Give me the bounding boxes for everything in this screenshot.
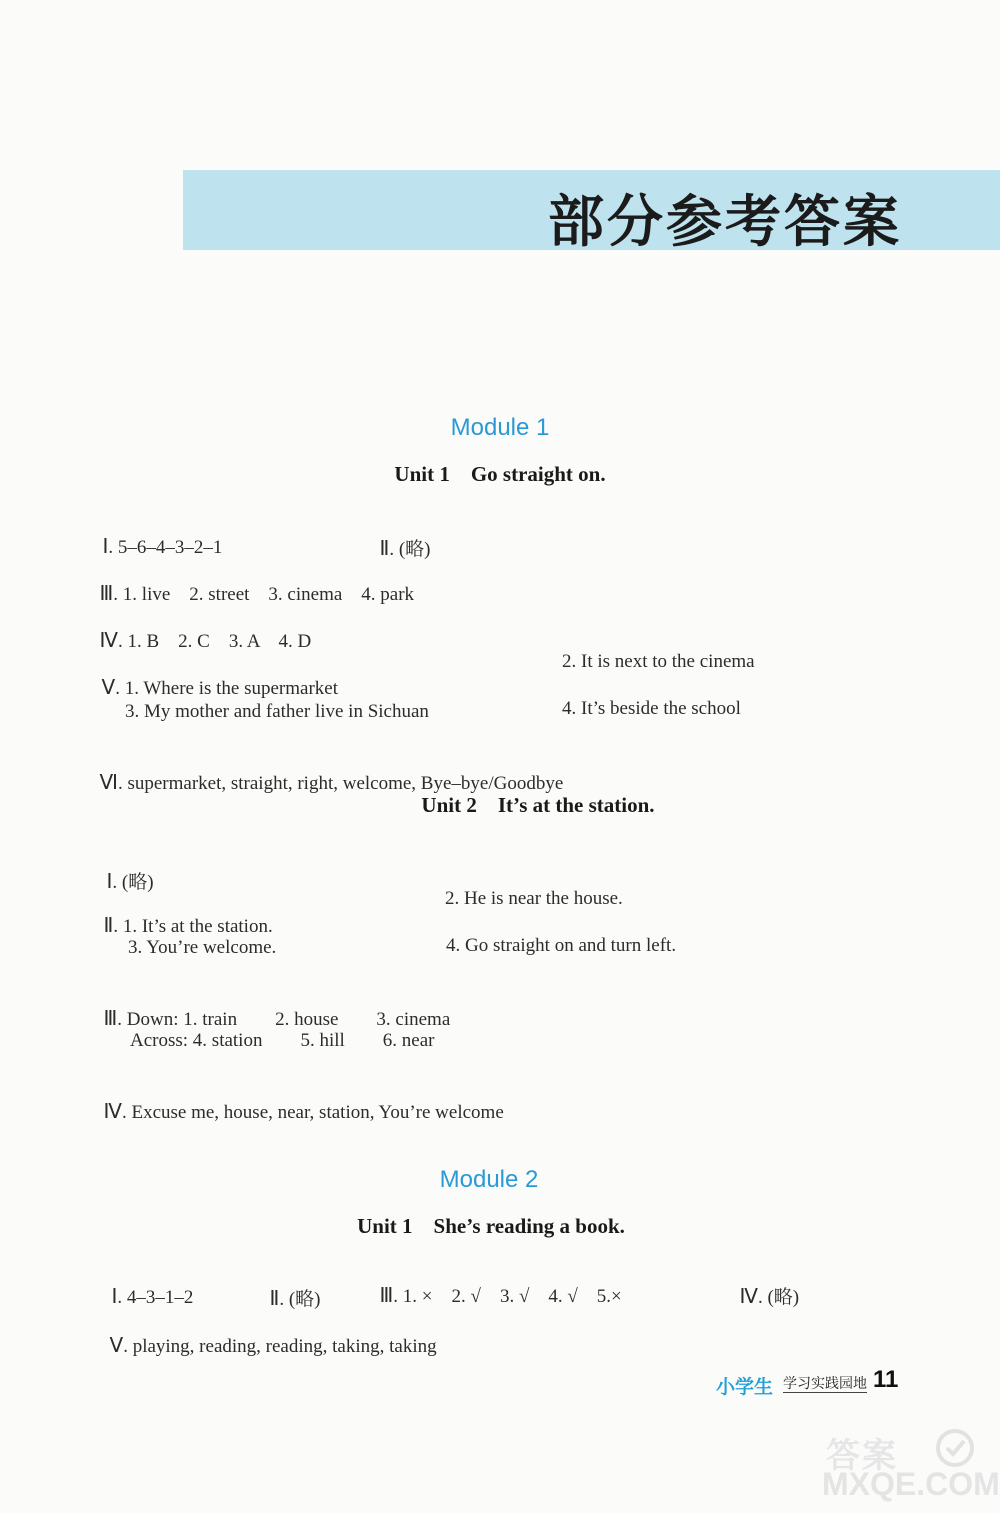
section-numeral: Ⅳ bbox=[99, 628, 118, 652]
answer-text: 2. It is next to the cinema bbox=[562, 651, 755, 672]
answer-line bbox=[97, 845, 154, 894]
answer-line bbox=[730, 1260, 799, 1309]
answer-text: 2. He is near the house. bbox=[445, 888, 623, 909]
answer-text: 4. It’s beside the school bbox=[562, 698, 741, 719]
answer-text: . 5–6–4–3–2–1 bbox=[108, 537, 223, 558]
answer-line bbox=[102, 1262, 193, 1309]
section-numeral: Ⅰ bbox=[106, 869, 113, 893]
answer-line bbox=[94, 891, 273, 938]
answer-text: . 1. × 2. √ 3. √ 4. √ 5.× bbox=[393, 1286, 622, 1307]
answer-text: . playing, reading, reading, taking, taking bbox=[123, 1336, 437, 1357]
answer-line bbox=[90, 606, 311, 653]
module-2-heading: Module 2 bbox=[439, 1166, 539, 1193]
section-numeral: Ⅱ bbox=[269, 1286, 280, 1310]
section-numeral: Ⅵ bbox=[99, 770, 118, 794]
section-numeral: Ⅰ bbox=[111, 1284, 118, 1308]
answer-text: . (略) bbox=[112, 872, 154, 893]
module-2-unit-1-heading: Unit 1 She’s reading a book. bbox=[357, 1214, 625, 1238]
answer-text: . Down: 1. train 2. house 3. cinema bbox=[117, 1009, 451, 1030]
footer-subtitle: 学习实践园地 bbox=[783, 1376, 867, 1392]
section-numeral: Ⅱ bbox=[103, 913, 114, 937]
answer-line bbox=[94, 984, 450, 1031]
answer-line bbox=[260, 1262, 321, 1311]
watermark-logo-icon bbox=[935, 1428, 975, 1468]
answer-line bbox=[370, 512, 431, 561]
page-number: 11 bbox=[873, 1366, 899, 1393]
answer-text: . supermarket, straight, right, welcome, Bye–bye/Goodbye bbox=[117, 773, 564, 794]
answer-text: . (略) bbox=[279, 1289, 321, 1310]
section-numeral: Ⅱ bbox=[379, 536, 390, 560]
answer-line bbox=[100, 1311, 437, 1358]
answer-text: 3. My mother and father live in Sichuan bbox=[125, 701, 429, 722]
answer-line bbox=[94, 1077, 504, 1124]
module-1-unit-1-heading: Unit 1 Go straight on. bbox=[394, 462, 606, 486]
module-1-heading: Module 1 bbox=[450, 414, 550, 441]
section-numeral: Ⅳ bbox=[103, 1099, 122, 1123]
answer-text: . 1. It’s at the station. bbox=[113, 916, 273, 937]
section-numeral: Ⅳ bbox=[739, 1284, 758, 1308]
section-numeral: Ⅲ bbox=[103, 1006, 118, 1030]
watermark-url: MXQE.COM bbox=[822, 1466, 1000, 1502]
answer-text: . (略) bbox=[389, 539, 431, 560]
footer-brand: 小学生 bbox=[716, 1376, 774, 1398]
section-numeral: Ⅴ bbox=[101, 675, 116, 699]
answer-text: 4. Go straight on and turn left. bbox=[446, 935, 677, 956]
answer-text: . 1. Where is the supermarket bbox=[115, 678, 339, 699]
section-numeral: Ⅴ bbox=[109, 1333, 124, 1357]
module-1-unit-2-heading: Unit 2 It’s at the station. bbox=[421, 793, 655, 817]
answer-text: Across: 4. station 5. hill 6. near bbox=[130, 1030, 435, 1051]
answer-line bbox=[370, 1261, 622, 1308]
page-title: 部分参考答案 bbox=[548, 190, 902, 255]
answer-text: . 4–3–1–2 bbox=[117, 1287, 194, 1308]
header-banner bbox=[183, 170, 1000, 255]
answer-line bbox=[90, 748, 563, 795]
answer-text: . 1. B 2. C 3. A 4. D bbox=[117, 631, 312, 652]
section-numeral: Ⅰ bbox=[102, 534, 109, 558]
answer-line bbox=[93, 512, 222, 559]
answer-line bbox=[92, 653, 338, 700]
section-numeral: Ⅲ bbox=[99, 581, 114, 605]
answer-line bbox=[90, 559, 414, 606]
watermark-text: 答案 bbox=[826, 1436, 898, 1476]
answer-text: . Excuse me, house, near, station, You’re welcome bbox=[121, 1102, 504, 1123]
answer-text: 3. You’re welcome. bbox=[128, 937, 277, 958]
section-numeral: Ⅲ bbox=[379, 1283, 394, 1307]
answer-text: . (略) bbox=[757, 1287, 800, 1308]
answer-text: . 1. live 2. street 3. cinema 4. park bbox=[113, 584, 415, 605]
